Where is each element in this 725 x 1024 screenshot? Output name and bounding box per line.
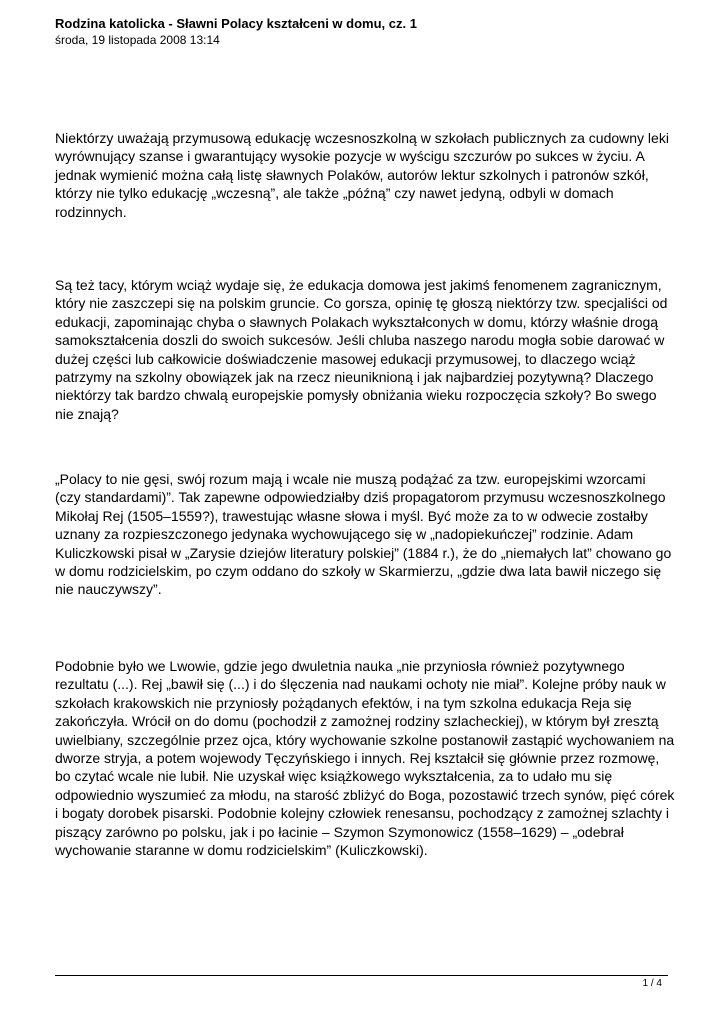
paragraph-2: Są też tacy, którym wciąż wydaje się, że edukacja domowa jest jakimś fenomenem zagranicznym, który nie zaszczepi się na polskim gruncie. Co gorsza, opinię tę głoszą niektórzy tzw. specjaliści od edukacji, zapominając chyba o sławnych Polakach wykształconych w domu, którzy właśnie drogą samokształcenia doszli do swoich sukcesów. Jeśli chluba naszego narodu mogła sobie darować w dużej części lub całkowicie doświadczenie masowej edukacji przymusowej, to dlaczego wciąż patrzymy na szkolny obowiązek jak na rzecz nieuniknioną i jak najbardziej pozytywną? Dlaczego niektórzy tak bardzo chwalą europejskie pomysły obniżania wieku rozpoczęcia szkoły? Bo swego nie znają? [55, 277, 668, 422]
paragraph-4: Podobnie było we Lwowie, gdzie jego dwuletnia nauka „nie przyniosła również pozytywnego rezultatu (...). Rej „bawił się (...) i do ślęczenia nad naukami ochoty nie miał”. Kolejne próby nauk w szkołach krakowskich nie przyniosły pożądanych efektów, i na tym szkolna edukacja Reja się zakończyła. Wrócił on do domu (pochodził z zamożnej rodziny szlacheckiej), w którym był zresztą uwielbiany, szczególnie przez ojca, który wychowanie szkolne postanowił zastąpić wychowaniem na dworze stryja, a potem wojewody Tęczyńskiego i innych. Rej kształcił się głównie przez rozmowę, bo czytać wcale nie lubił. Nie uzyskał więc książkowego wykształcenia, za to udało mu się odpowiednio wyszumieć za młodu, na starość zbliżyć do Boga, pozostawić trzech synów, pięć córek i bogaty dorobek pisarski. Podobnie kolejny człowiek renesansu, pochodzący z zamożnej szlachty i piszący zarówno po polsku, jak i po łacinie – Szymon Szymonowicz (1558–1629) – „odebrał wychowanie staranne w domu rodzicielskim” (Kuliczkowski). [55, 658, 675, 859]
document-title: Rodzina katolicka - Sławni Polacy kształceni w domu, cz. 1 [55, 16, 417, 31]
paragraph-1: Niektórzy uważają przymusową edukację wczesnoszkolną w szkołach publicznych za cudowny leki wyrównujący szanse i gwarantujący wysokie pozycje w wyścigu szczurów po sukces w życiu. A jednak wymienić można całą listę sławnych Polaków, autorów lektur szkolnych i patronów szkół, którzy nie tylko edukację „wczesną”, ale także „późną” czy nawet jedyną, odbyli w domach rodzinnych. [55, 130, 669, 220]
paragraph-3: „Polacy to nie gęsi, swój rozum mają i wcale nie muszą podążać za tzw. europejskimi wzorcami (czy standardami)”. Tak zapewne odpowiedziałby dziś propagatorom przymusu wczesnoszkolnego Mikołaj Rej (1505–1559?), trawestując własne słowa i myśl. Być może za to w odwecie zostałby uznany za rozpieszczonego jedynaka wychowującego się w „nadopiekuńczej” rodzinie. Adam Kuliczkowski pisał w „Zarysie dziejów literatury polskiej” (1884 r.), że do „niemałych lat” chowano go w domu rodzicielskim, po czym oddano do szkoły w Skarmierzu, „gdzie dwa lata bawił niczego się nie nauczywszy”. [55, 471, 672, 598]
footer-divider [55, 975, 668, 976]
document-date: środa, 19 listopada 2008 13:14 [55, 33, 220, 47]
page-number: 1 / 4 [642, 978, 662, 989]
